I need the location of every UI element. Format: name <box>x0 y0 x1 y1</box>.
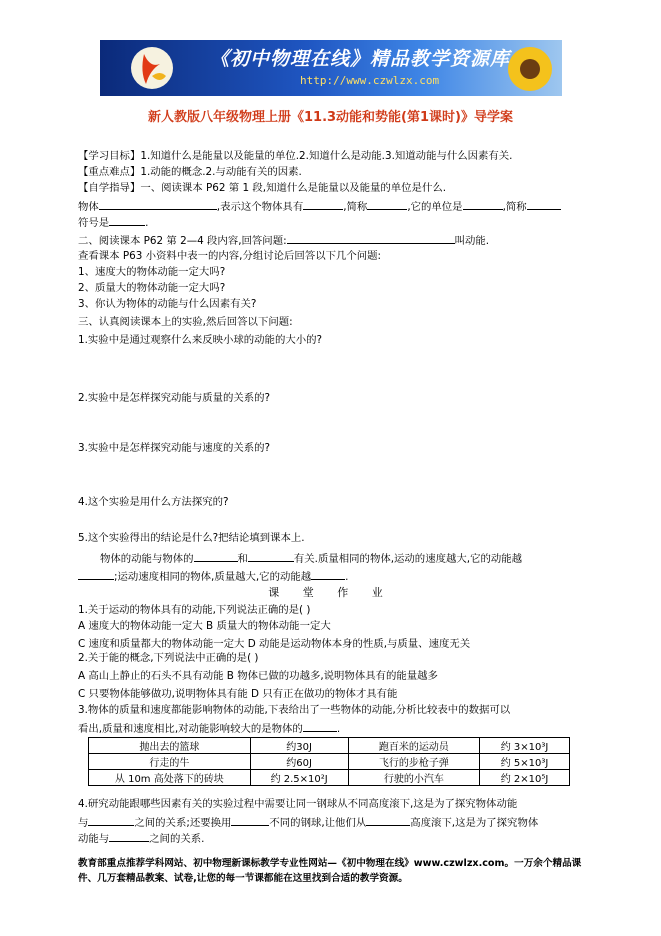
line-text: 动能与 <box>78 833 110 845</box>
answer-blank[interactable] <box>248 550 294 562</box>
line-text: 之间的关系;还要换用 <box>134 817 232 829</box>
footer-note: 教育部重点推荐学科网站、初中物理新课标教学专业性网站—《初中物理在线》www.czwlzx.com。一万余个精品课件、几万套精品教案、试卷,让您的每一节课都能在这里找到合适的教学资源。 <box>78 858 582 884</box>
text-line <box>78 166 302 179</box>
text-line <box>78 604 310 617</box>
table-cell: 从 10m 高处落下的砖块 <box>89 770 251 786</box>
text-line <box>78 688 397 701</box>
table-cell: 约 2.5×10²J <box>250 770 348 786</box>
text-line <box>78 496 229 509</box>
line-text: 【重点难点】1.动能的概念.2.与动能有关的因素. <box>78 166 302 178</box>
text-line <box>78 182 446 195</box>
line-text: 【学习目标】1.知道什么是能量以及能量的单位.2.知道什么是动能.3.知道动能与什么因素有关. <box>78 150 513 162</box>
answer-blank[interactable] <box>109 214 145 226</box>
line-text: ,简称 <box>343 201 368 213</box>
line-text: C 只要物体能够做功,说明物体具有能 D 只有正在做功的物体才具有能 <box>78 688 398 700</box>
line-text: ,表示这个物体具有 <box>216 201 304 213</box>
line-text: 4.这个实验是用什么方法探究的? <box>78 496 229 508</box>
answer-blank[interactable] <box>463 198 503 210</box>
text-line <box>78 704 510 717</box>
text-line <box>78 232 489 248</box>
text-line <box>78 392 270 405</box>
line-text: 3.物体的质量和速度都能影响物体的动能,下表给出了一些物体的动能,分析比较表中的数据可以 <box>78 704 511 716</box>
text-line <box>78 720 340 736</box>
text-line <box>78 830 204 846</box>
text-line <box>78 670 438 683</box>
table-cell: 飞行的步枪子弹 <box>348 754 479 770</box>
line-text: 不同的钢球,让他们从 <box>269 817 367 829</box>
line-text: 三、认真阅读课本上的实验,然后回答以下问题: <box>78 316 293 328</box>
answer-blank[interactable] <box>527 198 561 210</box>
answer-blank[interactable] <box>78 568 114 580</box>
line-text: 看出,质量和速度相比,对动能影响较大的是物体的 <box>78 723 303 735</box>
answer-blank[interactable] <box>287 232 455 244</box>
line-text: 物体 <box>78 201 99 213</box>
text-line <box>78 198 561 214</box>
line-text: 高度滚下,这是为了探究物体 <box>410 817 539 829</box>
section-title-classwork: 课 堂 作 业 <box>268 586 393 599</box>
line-text: . <box>145 217 149 229</box>
answer-blank[interactable] <box>366 814 410 826</box>
line-text: 2.关于能的概念,下列说法中正确的是( ) <box>78 652 259 664</box>
line-text: ,简称 <box>502 201 527 213</box>
line-text: 1.实验中是通过观察什么来反映小球的动能的大小的? <box>78 334 323 346</box>
answer-blank[interactable] <box>194 550 238 562</box>
line-text: 2、质量大的物体动能一定大吗? <box>78 282 226 294</box>
header-banner <box>100 40 562 96</box>
line-text: 有关.质量相同的物体,运动的速度越大,它的动能越 <box>293 553 523 565</box>
line-text: 2.实验中是怎样探究动能与质量的关系的? <box>78 392 271 404</box>
banner-title: 《初中物理在线》精品教学资源库 <box>210 48 511 70</box>
text-line <box>78 298 256 311</box>
line-text: 查看课本 P63 小资料中表一的内容,分组讨论后回答以下几个问题: <box>78 250 382 262</box>
line-text: . <box>345 571 349 583</box>
table-row <box>89 738 570 754</box>
line-text: 符号是 <box>78 217 110 229</box>
table-cell: 约 2×10⁵J <box>480 770 570 786</box>
line-text: ,它的单位是 <box>407 201 463 213</box>
line-text: . <box>336 723 341 735</box>
document-title: 新人教版八年级物理上册《11.3动能和势能(第1课时)》导学案 <box>147 110 513 125</box>
line-text: 和 <box>237 553 248 565</box>
text-line <box>78 568 348 584</box>
table-cell: 约 3×10³J <box>480 738 570 754</box>
answer-blank[interactable] <box>303 720 337 732</box>
line-text: 叫动能. <box>454 235 490 247</box>
text-line <box>78 652 259 665</box>
answer-blank[interactable] <box>231 814 269 826</box>
line-text: A 速度大的物体动能一定大 B 质量大的物体动能一定大 <box>78 620 331 632</box>
text-line <box>78 638 470 651</box>
text-line <box>78 266 225 279</box>
text-line <box>78 150 513 163</box>
table-cell: 跑百米的运动员 <box>348 738 479 754</box>
table-row <box>89 754 570 770</box>
line-text: 【自学指导】一、阅读课本 P62 第 1 段,知道什么是能量以及能量的单位是什么. <box>78 182 447 194</box>
site-logo <box>130 46 174 90</box>
answer-blank[interactable] <box>109 830 149 842</box>
table-cell: 约 5×10³J <box>480 754 570 770</box>
table-cell: 约60J <box>250 754 348 770</box>
banner-url: http://www.czwlzx.com <box>300 74 440 87</box>
line-text: 与 <box>78 817 89 829</box>
answer-blank[interactable] <box>311 568 345 580</box>
line-text: A 高山上静止的石头不具有动能 B 物体已做的功越多,说明物体具有的能量越多 <box>78 670 438 682</box>
line-text: 3.实验中是怎样探究动能与速度的关系的? <box>78 442 271 454</box>
line-text: 1、速度大的物体动能一定大吗? <box>78 266 226 278</box>
table-row <box>89 770 570 786</box>
text-line <box>78 250 381 263</box>
line-text: 1.关于运动的物体具有的动能,下列说法正确的是( ) <box>78 604 311 616</box>
text-line <box>78 282 225 295</box>
line-text: 物体的动能与物体的 <box>100 553 194 565</box>
text-line <box>78 316 293 329</box>
text-line <box>78 620 331 633</box>
answer-blank[interactable] <box>99 198 217 210</box>
line-text: 4.研究动能跟哪些因素有关的实验过程中需要让同一钢球从不同高度滚下,这是为了探究物体动能 <box>78 798 518 810</box>
text-line <box>78 798 517 811</box>
line-text: 之间的关系. <box>149 833 205 845</box>
line-text: 3、你认为物体的动能与什么因素有关? <box>78 298 257 310</box>
line-text: C 速度和质量都大的物体动能一定大 D 动能是运动物体本身的性质,与质量、速度无关 <box>78 638 471 650</box>
table-cell: 抛出去的篮球 <box>89 738 251 754</box>
text-line <box>78 214 148 230</box>
line-text: 5.这个实验得出的结论是什么?把结论填到课本上. <box>78 532 305 544</box>
sunflower-icon <box>500 42 560 96</box>
table-cell: 行走的牛 <box>89 754 251 770</box>
kinetic-energy-table <box>88 737 570 786</box>
answer-blank[interactable] <box>367 198 407 210</box>
answer-blank[interactable] <box>88 814 134 826</box>
text-line <box>78 532 305 545</box>
answer-blank[interactable] <box>303 198 343 210</box>
text-line <box>78 334 322 347</box>
table-cell: 约30J <box>250 738 348 754</box>
line-text: 二、阅读课本 P62 第 2—4 段内容,回答问题: <box>78 235 287 247</box>
text-line <box>78 814 538 830</box>
line-text: ;运动速度相同的物体,质量越大,它的动能越 <box>114 571 312 583</box>
text-line <box>78 442 270 455</box>
text-line <box>100 550 522 566</box>
table-cell: 行驶的小汽车 <box>348 770 479 786</box>
